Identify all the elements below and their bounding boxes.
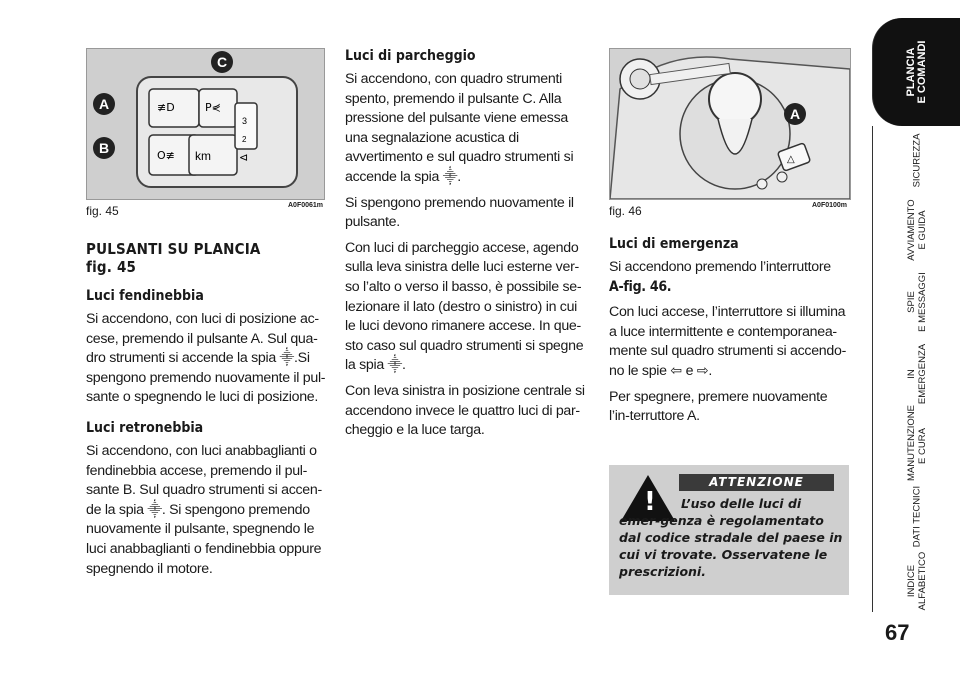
fog-lights-heading: Luci fendinebbia (86, 288, 204, 304)
emergency-lights-p1a: Si accendono premendo l’interruttore (609, 259, 831, 275)
tab-dati-tecnici[interactable] (872, 482, 960, 550)
tab-in-emergenza[interactable] (872, 338, 960, 410)
tab-avviamento-guida[interactable] (872, 194, 960, 266)
tab-sicurezza[interactable] (872, 126, 960, 194)
tab-label: MANUTENZIONE E CURA (906, 405, 928, 481)
svg-text:⊲: ⊲ (239, 151, 249, 164)
figure-45-image (86, 48, 325, 200)
warning-box (609, 465, 849, 595)
callout-b: B (93, 137, 115, 159)
left-column (86, 240, 326, 579)
fig45-code: A0F0061m (288, 202, 324, 209)
section-heading-fig: fig. 45 (86, 258, 137, 276)
tab-plancia-comandi[interactable] (872, 18, 960, 126)
middle-column (345, 48, 588, 441)
right-column (609, 236, 851, 427)
tab-label: SICUREZZA (911, 133, 923, 187)
tab-spie-messaggi[interactable] (872, 266, 960, 338)
tab-label: INDICE ALFABETICO (906, 551, 928, 611)
parking-lights-p2: Si spengono premendo nuovamente il pulsante. (345, 194, 574, 231)
callout-c: C (211, 51, 233, 73)
tab-label: SPIE E MESSAGGI (906, 272, 928, 332)
warning-triangle-icon: ! (621, 475, 675, 521)
parking-lights-p1: Si accendono, con quadro strumenti spento, premendo il pulsante C. Alla pressione del pulsante viene emessa una segnalazione acustica di avvertimento e sul quadro strumenti si accende la spia ⸎. (345, 71, 574, 185)
parking-lights-p3: Con luci di parcheggio accese, agendo sulla leva sinistra delle luci esterne ver-so l’alto o verso il basso, è possibile se-lezionare il lato (destro o sinistro) in cui le luci devono rimanere accese. In que-sto caso sul quadro strumenti si spegne la spia ⸎. (345, 239, 584, 374)
emergency-lights-heading: Luci di emergenza (609, 236, 739, 252)
tab-manutenzione-cura[interactable] (872, 405, 960, 482)
callout-a: A (93, 93, 115, 115)
callout-a-fig46: A (784, 103, 806, 125)
warning-text-body: L’uso delle luci di emer-genza è regolamentato dal codice stradale del paese in cui vi trovate. Osservatene le prescrizioni. (619, 496, 843, 579)
fig46-code: A0F0100m (812, 202, 848, 209)
tab-label: DATI TECNICI (911, 485, 923, 547)
tab-label: AVVIAMENTO E GUIDA (906, 199, 928, 261)
km-label: km (195, 149, 211, 163)
parking-lights-p4: Con leva sinistra in posizione centrale si accendono invece le quattro luci di par-cheggio e la luce targa. (345, 382, 585, 439)
svg-text:P⋞: P⋞ (205, 101, 221, 114)
knob-label-2: 2 (242, 135, 247, 144)
svg-text:△: △ (787, 154, 795, 165)
page-number: 67 (885, 620, 910, 645)
section-heading: PULSANTI SU PLANCIA (86, 240, 261, 258)
figure-46-image (609, 48, 851, 200)
warning-title: ATTENZIONE (679, 474, 834, 491)
svg-text:O≢: O≢ (157, 149, 175, 162)
emergency-lights-p2: Con luci accese, l’interruttore si illumina a luce intermittente e contemporanea-mente sul quadro strumenti si accendo-no le spie ⇦ e ⇨. (609, 304, 847, 379)
fig46-caption: fig. 46 (609, 204, 642, 218)
gear-lever-illustration (610, 49, 850, 199)
fig45-caption: fig. 45 (86, 204, 119, 218)
rear-fog-heading: Luci retronebbia (86, 419, 204, 436)
svg-text:≢D: ≢D (157, 101, 175, 114)
emergency-lights-p3: Per spegnere, premere nuovamente l’in-terruttore A. (609, 388, 828, 425)
fog-lights-text: Si accendono, con luci di posizione ac-cese, premendo il pulsante A. Sul qua-dro strumenti si accende la spia ⸎.Si spengono premendo nuovamente il pul-sante o spegnendo le luci di posizione. (86, 311, 326, 406)
tab-label: IN EMERGENZA (906, 343, 928, 405)
emergency-lights-p1b: A-fig. 46. (609, 278, 672, 295)
dashboard-buttons-illustration (87, 49, 324, 199)
rear-fog-text: Si accendono, con luci anabbaglianti o fendinebbia accese, premendo il pul-sante B. Sul quadro strumenti si accen-de la spia ⸎. Si spengono premendo nuovamente il pulsante, spegnendo le luci anabbaglianti o fendinebbia oppure spegnendo il motore. (86, 442, 322, 577)
parking-lights-heading: Luci di parcheggio (345, 48, 476, 64)
knob-label-3: 3 (242, 116, 248, 126)
tab-label: PLANCIA E COMANDI (905, 40, 928, 104)
tab-indice-alfabetico[interactable] (872, 550, 960, 612)
